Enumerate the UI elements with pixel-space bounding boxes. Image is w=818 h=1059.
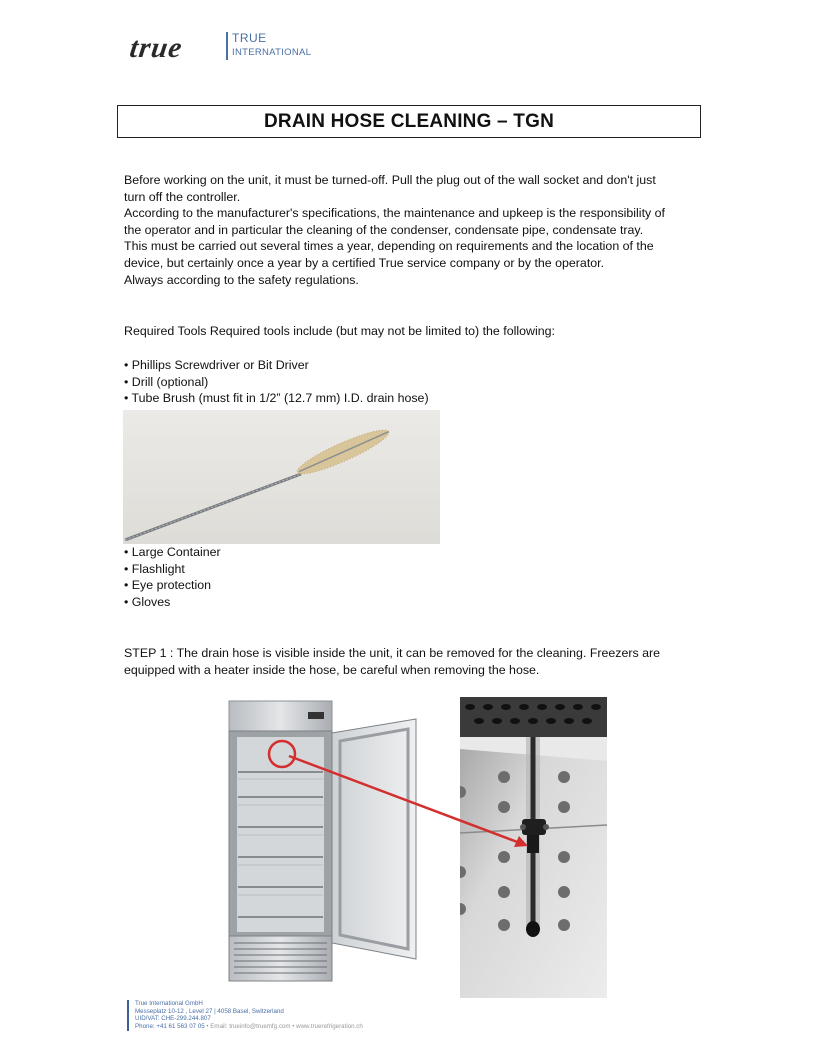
intro-line: Before working on the unit, it must be turned-off. Pull the plug out of the wall socket and don't just [124,173,656,187]
footer-email-web: • Email: trueinfo@truemfg.com • www.truerefrigeration.ch [204,1023,363,1031]
refrigerator-photo [226,697,420,984]
tools-list-continued [124,544,221,610]
company-logo [127,30,312,64]
intro-line: Always according to the safety regulations. [124,272,359,287]
footer-phone: Phone: +41 61 563 07 05 [135,1023,205,1031]
step-1-line: STEP 1 : The drain hose is visible inside the unit, it can be removed for the cleaning. Freezers are [124,646,661,660]
list-item: • Drill (optional) [124,374,209,389]
intro-line: turn off the controller. [124,189,241,204]
footer [127,1000,363,1031]
intro-line: the operator and in particular the cleaning of the condenser, condensate pipe, condensate tray. [124,222,644,237]
drain-hose-closeup-photo [460,697,607,998]
logo-divider [226,32,228,60]
footer-contact-line [135,1023,363,1031]
step-1-text [124,645,660,678]
tools-list [124,357,429,407]
tube-brush-photo [123,410,440,544]
step-1-line: equipped with a heater inside the hose, be careful when removing the hose. [124,662,540,677]
list-item: • Large Container [124,545,221,559]
footer-address: Messeplatz 10-12 , Level 27 | 4058 Basel, Switzerland [135,1007,284,1015]
logo-wordmark: true [127,32,185,64]
logo-line-international: INTERNATIONAL [232,47,312,58]
intro-paragraph [124,172,665,288]
list-item: • Flashlight [124,561,185,576]
intro-line: This must be carried out several times a year, depending on requirements and the location of the [124,239,654,254]
title-box [117,105,701,138]
intro-line: device, but certainly once a year by a certified True service company or by the operator. [124,255,605,270]
page-title: DRAIN HOSE CLEANING – TGN [263,110,555,132]
footer-vat: UID/VAT: CHE-299.244.807 [135,1015,211,1023]
list-item: • Eye protection [124,578,211,593]
logo-line-true: TRUE [232,31,267,45]
list-item: • Gloves [124,594,171,609]
list-item: • Phillips Screwdriver or Bit Driver [124,358,309,372]
footer-company: True International GmbH [135,1000,203,1007]
tools-heading: Required Tools Required tools include (but may not be limited to) the following: [124,324,555,338]
list-item: • Tube Brush (must fit in 1/2” (12.7 mm) I.D. drain hose) [124,391,429,406]
intro-line: According to the manufacturer's specifications, the maintenance and upkeep is the responsibility of [124,206,665,221]
